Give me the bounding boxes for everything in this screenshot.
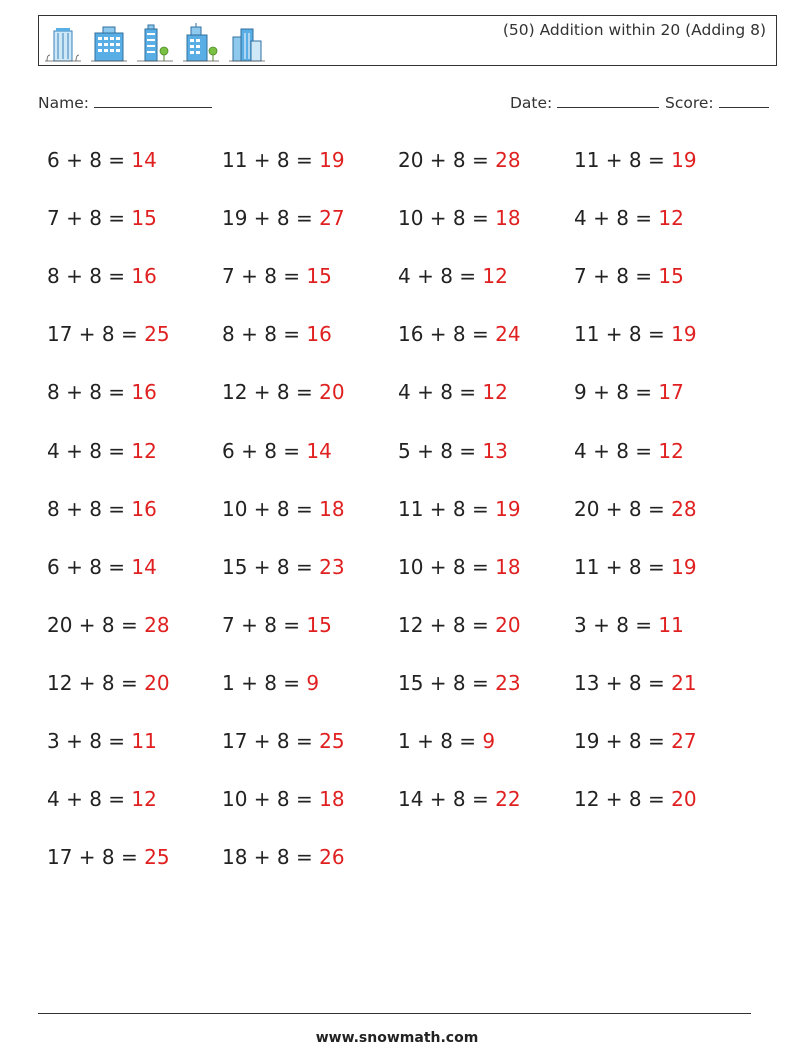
worksheet-title: (50) Addition within 20 (Adding 8) [502,21,766,39]
problem-item [47,439,157,463]
problem-answer: 18 [319,496,345,521]
problem-item [574,497,697,521]
problem-item [222,845,345,869]
problem-answer: 15 [658,264,684,289]
date-field [510,93,659,112]
problem-answer: 19 [671,322,697,347]
problem-expression: 7 + 8 = [574,264,659,289]
problem-answer: 20 [144,670,170,695]
problem-answer: 23 [319,554,345,579]
problem-item [398,729,495,753]
problem-expression: 14 + 8 = [398,787,496,812]
problem-item [398,671,521,695]
problem-expression: 10 + 8 = [222,787,320,812]
problem-answer: 12 [482,264,508,289]
problem-answer: 25 [319,729,345,753]
problem-answer: 13 [482,438,508,463]
problem-item [47,729,157,753]
problem-answer: 18 [319,787,345,812]
problem-item [574,264,684,288]
skyscraper-tree-icon [135,21,175,63]
problem-expression: 11 + 8 = [574,148,672,172]
problem-answer: 15 [306,612,332,637]
problem-item [47,380,157,404]
problem-expression: 6 + 8 = [47,554,132,579]
problem-answer: 11 [131,729,157,753]
problem-answer: 16 [131,380,157,405]
problem-expression: 16 + 8 = [398,322,496,347]
problem-item [574,148,697,172]
problem-expression: 10 + 8 = [398,206,496,231]
problem-answer: 20 [671,787,697,812]
problem-item [574,322,697,346]
problem-answer: 19 [495,496,521,521]
problem-answer: 28 [671,496,697,521]
problem-expression: 12 + 8 = [398,612,496,637]
header-box [38,15,777,66]
problem-item [47,148,157,172]
problem-answer: 14 [131,554,157,579]
problem-item [222,787,345,811]
problem-item [47,787,157,811]
footer-website: www.snowmath.com [315,1030,479,1046]
problem-expression: 4 + 8 = [47,438,132,463]
problem-answer: 9 [482,729,496,753]
problem-expression: 7 + 8 = [47,206,132,231]
problem-expression: 15 + 8 = [398,670,496,695]
problem-item [47,322,170,346]
problem-item [47,264,157,288]
problem-expression: 17 + 8 = [47,845,145,870]
apartment-building-icon [89,21,129,63]
problem-expression: 15 + 8 = [222,554,320,579]
problem-item [398,787,521,811]
problem-answer: 28 [144,612,170,637]
problem-expression: 5 + 8 = [398,438,483,463]
problem-answer: 25 [144,845,170,870]
problem-item [47,555,157,579]
problem-expression: 12 + 8 = [222,380,320,405]
problem-expression: 11 + 8 = [574,322,672,347]
problem-expression: 8 + 8 = [47,496,132,521]
date-blank[interactable] [557,93,659,108]
footer-divider [38,1013,751,1014]
problem-answer: 19 [671,554,697,579]
problem-answer: 23 [495,670,521,695]
problem-expression: 8 + 8 = [47,264,132,289]
problem-item [398,555,521,579]
problem-answer: 16 [131,496,157,521]
problem-expression: 1 + 8 = [398,729,483,753]
problem-item [574,671,697,695]
problem-answer: 12 [131,438,157,463]
problem-answer: 14 [131,148,157,172]
problem-answer: 24 [495,322,521,347]
problem-expression: 20 + 8 = [398,148,496,172]
problem-answer: 16 [131,264,157,289]
name-blank[interactable] [94,93,212,108]
problem-item [398,497,521,521]
problem-item [398,148,521,172]
problem-expression: 11 + 8 = [222,148,320,172]
problem-item [398,439,508,463]
problem-item [222,729,345,753]
problem-item [47,497,157,521]
problem-expression: 10 + 8 = [398,554,496,579]
problem-answer: 21 [671,670,697,695]
problem-expression: 11 + 8 = [574,554,672,579]
hotel-building-tree-icon [181,21,221,63]
problem-answer: 20 [495,612,521,637]
problem-item [222,497,345,521]
problem-expression: 17 + 8 = [222,729,320,753]
problem-answer: 11 [658,612,684,637]
problem-expression: 10 + 8 = [222,496,320,521]
problem-answer: 26 [319,845,345,870]
problem-answer: 27 [319,206,345,231]
name-field [38,93,212,112]
problem-answer: 19 [319,148,345,172]
problem-expression: 7 + 8 = [222,264,307,289]
problem-item [47,845,170,869]
problem-item [222,322,332,346]
problem-expression: 12 + 8 = [47,670,145,695]
problem-expression: 13 + 8 = [574,670,672,695]
problem-expression: 19 + 8 = [222,206,320,231]
problem-answer: 22 [495,787,521,812]
problem-item [222,380,345,404]
problem-item [574,787,697,811]
problem-item [222,613,332,637]
date-label: Date: [510,94,553,112]
problem-answer: 9 [306,670,320,695]
problem-item [574,439,684,463]
problem-item [574,613,684,637]
city-buildings-icon [227,21,267,63]
problem-answer: 12 [482,380,508,405]
problem-answer: 16 [306,322,332,347]
problem-item [398,322,521,346]
problem-item [574,555,697,579]
problem-item [222,206,345,230]
problem-expression: 4 + 8 = [574,206,659,231]
problem-item [47,671,170,695]
problem-item [222,671,319,695]
problem-answer: 20 [319,380,345,405]
problem-answer: 18 [495,206,521,231]
problem-expression: 3 + 8 = [47,729,132,753]
score-field [665,93,769,112]
problem-answer: 14 [306,438,332,463]
problem-expression: 1 + 8 = [222,670,307,695]
problem-answer: 18 [495,554,521,579]
problem-item [222,148,345,172]
score-blank[interactable] [719,93,769,108]
problem-expression: 4 + 8 = [574,438,659,463]
office-tower-icon [43,21,83,63]
problem-item [222,555,345,579]
problem-answer: 15 [131,206,157,231]
problem-expression: 19 + 8 = [574,729,672,753]
problem-item [574,380,684,404]
problem-expression: 20 + 8 = [574,496,672,521]
problem-expression: 9 + 8 = [574,380,659,405]
problem-expression: 8 + 8 = [222,322,307,347]
problem-item [398,264,508,288]
problem-expression: 18 + 8 = [222,845,320,870]
problem-expression: 3 + 8 = [574,612,659,637]
problem-answer: 12 [658,438,684,463]
problem-expression: 4 + 8 = [47,787,132,812]
problem-expression: 6 + 8 = [47,148,132,172]
problem-expression: 6 + 8 = [222,438,307,463]
problem-expression: 7 + 8 = [222,612,307,637]
problem-item [222,264,332,288]
score-label: Score: [665,94,714,112]
problem-answer: 17 [658,380,684,405]
problem-answer: 27 [671,729,697,753]
problem-answer: 28 [495,148,521,172]
problem-expression: 4 + 8 = [398,264,483,289]
problem-answer: 12 [658,206,684,231]
problem-item [222,439,332,463]
problem-expression: 8 + 8 = [47,380,132,405]
problem-expression: 4 + 8 = [398,380,483,405]
problem-item [398,613,521,637]
problem-expression: 20 + 8 = [47,612,145,637]
problem-answer: 25 [144,322,170,347]
problem-expression: 11 + 8 = [398,496,496,521]
name-label: Name: [38,94,89,112]
problem-expression: 17 + 8 = [47,322,145,347]
problem-item [574,729,697,753]
problem-expression: 12 + 8 = [574,787,672,812]
problem-item [47,206,157,230]
problem-answer: 15 [306,264,332,289]
problem-answer: 19 [671,148,697,172]
problem-item [47,613,170,637]
problem-item [398,380,508,404]
problem-item [574,206,684,230]
problem-item [398,206,521,230]
problem-answer: 12 [131,787,157,812]
